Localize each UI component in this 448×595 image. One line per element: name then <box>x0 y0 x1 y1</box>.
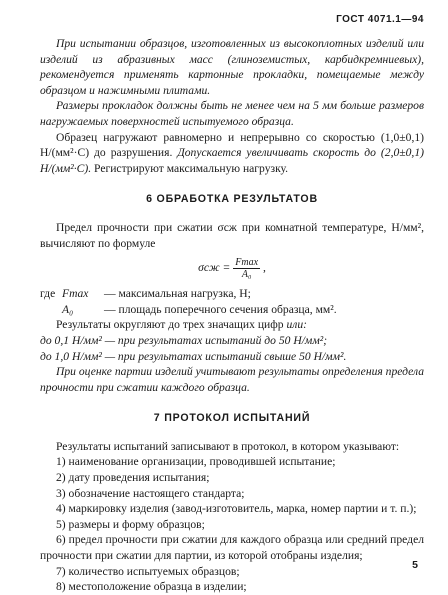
list-item: 6) предел прочности при сжатии для каждого образца или средний предел прочности при сжатии для партии, из которой отобраны изделия; <box>40 533 424 563</box>
section-7-intro: Результаты испытаний записывают в протокол, в котором указывают: <box>56 439 400 453</box>
intro-p3-text: Образец нагружают равномерно и непрерывно со скоростью (1,0±0,1) Н/(мм²·С) до разрушения. <box>40 130 424 160</box>
where-prefix: где <box>40 287 56 301</box>
legend-symbol: Fmax <box>62 287 89 301</box>
list-item: 7) количество испытуемых образцов; <box>56 564 240 578</box>
legend-symbol: A₀ <box>62 302 74 316</box>
legend-description: — площадь поперечного сечения образца, мм². <box>104 302 337 316</box>
formula-tail: , <box>262 261 266 275</box>
intro-paragraph-1: При испытании образцов, изготовленных из высокоплотных изделий или изделий из абразивных масс (глиноземистых, карбидкремниевых), рекомендуется применять картонные прокладки, помещаемые между образцом и нажимными плитами. <box>40 37 424 97</box>
section-6-last-paragraph: При оценке партии изделий учитывают результаты определения предела прочности при сжатии каждого образца. <box>40 365 424 394</box>
list-item: 4) маркировку изделия (завод-изготовитель, марка, номер партии и т. п.); <box>56 502 417 516</box>
page-number: 5 <box>412 559 418 571</box>
document-body <box>40 36 424 595</box>
formula-numerator: Fmax <box>235 257 259 269</box>
intro-paragraph-2: Размеры прокладок должны быть не менее чем на 5 мм больше размеров нагружаемых поверхностей испытуемого образца. <box>40 99 424 128</box>
list-item: 8) местоположение образца в изделии; <box>56 580 247 594</box>
intro-p3-end: Регистрируют максимальную нагрузку. <box>94 161 289 175</box>
legend-row <box>40 302 424 318</box>
list-item: 3) обозначение настоящего стандарта; <box>56 486 245 500</box>
rounding-text: Результаты округляют до трех значащих цифр <box>56 318 284 332</box>
formula-lhs: σсж = <box>198 261 231 275</box>
list-item: 2) дату проведения испытания; <box>56 471 210 485</box>
legend-row <box>40 286 424 302</box>
intro-p3-italic: Допускается увеличивать скорость до (2,0±0,1) Н/(мм²·С). <box>40 146 424 175</box>
formula-denominator: A₀ <box>241 269 252 281</box>
legend-description: — максимальная нагрузка, Н; <box>104 287 251 301</box>
section-7-title: 7 ПРОТОКОЛ ИСПЫТАНИЙ <box>153 412 311 425</box>
standard-code-header: ГОСТ 4071.1—94 <box>336 14 424 25</box>
intro-paragraph-3 <box>40 130 424 177</box>
protocol-list <box>40 454 424 594</box>
list-item: 1) наименование организации, проводившей испытание; <box>56 455 336 469</box>
list-item: 5) размеры и форму образцов; <box>56 517 205 531</box>
section-6-paragraph-1: Предел прочности при сжатии σсж при комнатной температуре, Н/мм², вычисляют по формуле <box>40 220 424 250</box>
rounding-paragraph <box>40 317 424 333</box>
formula-legend <box>40 286 424 317</box>
rounding-italic: или: <box>286 318 307 332</box>
strength-formula <box>40 257 424 280</box>
formula-fraction <box>233 257 260 280</box>
rounding-rule-2: до 1,0 Н/мм² — при результатах испытаний свыше 50 Н/мм². <box>40 349 347 363</box>
rounding-rule-1: до 0,1 Н/мм² — при результатах испытаний до 50 Н/мм²; <box>40 333 328 347</box>
section-6-title: 6 ОБРАБОТКА РЕЗУЛЬТАТОВ <box>146 193 318 206</box>
